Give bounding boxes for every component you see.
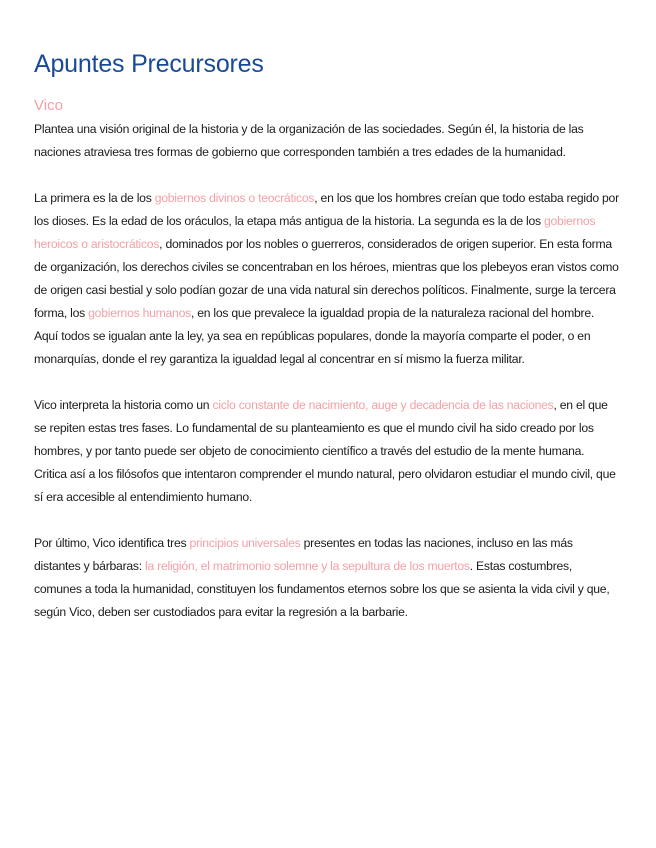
- highlight-human-governments: gobiernos humanos: [88, 306, 191, 320]
- highlight-heroic-governments: gobiernos heroicos o aristocráticos: [34, 214, 596, 251]
- paragraph-text: Plantea una visión original de la historia y de la organización de las sociedades. Según él, la historia de las naciones atraviesa tres formas de gobierno que corresponden también a tres edades de la humanidad.: [34, 122, 584, 159]
- paragraph-text: presentes en todas las naciones, incluso en las más distantes y bárbaras:: [34, 536, 573, 573]
- paragraph-text: , dominados por los nobles o guerreros, considerados de origen superior. En esta forma de organización, los derechos civiles se concentraban en los héroes, mientras que los plebeyos eran vistos como de origen casi bestial y solo podían gozar de una vida natural sin derechos políticos. Finalmente, surge la tercera forma, los: [34, 237, 619, 320]
- paragraph-text: La primera es la de los: [34, 191, 155, 205]
- paragraph-text: , en los que los hombres creían que todo estaba regido por los dioses. Es la edad de los oráculos, la etapa más antigua de la historia. La segunda es la de los: [34, 191, 619, 228]
- paragraph-text: , en los que prevalece la igualdad propia de la naturaleza racional del hombre. Aquí todos se igualan ante la ley, ya sea en repúblicas populares, donde la mayoría comparte el poder, o en monarquías, donde el rey garantiza la igualdad legal al concentrar en sí mismo la fuerza militar.: [34, 306, 594, 366]
- paragraph-history-cycle: [34, 394, 620, 509]
- paragraph-text: . Estas costumbres, comunes a toda la humanidad, constituyen los fundamentos eternos sobre los que se asienta la vida civil y que, según Vico, deben ser custodiados para evitar la regresión a la barbarie.: [34, 559, 610, 619]
- highlight-universal-principles: principios universales: [189, 536, 301, 550]
- paragraph-text: Por último, Vico identifica tres: [34, 536, 190, 550]
- page-title: Apuntes Precursores: [34, 50, 264, 78]
- highlight-cycle: ciclo constante de nacimiento, auge y decadencia de las naciones: [212, 398, 554, 412]
- highlight-religion-marriage-burial: la religión, el matrimonio solemne y la sepultura de los muertos: [145, 559, 470, 573]
- paragraph-text: , en el que se repiten estas tres fases. Lo fundamental de su planteamiento es que el mundo civil ha sido creado por los hombres, y por tanto puede ser objeto de conocimiento científico a través del estudio de la mente humana. Critica así a los filósofos que intentaron comprender el mundo natural, pero olvidaron estudiar el mundo civil, que sí era accesible al entendimiento humano.: [34, 398, 616, 504]
- paragraph-universal-principles: [34, 532, 620, 624]
- paragraph-intro: [34, 118, 620, 164]
- paragraph-forms-of-government: [34, 187, 620, 371]
- highlight-divine-governments: gobiernos divinos o teocráticos: [154, 191, 315, 205]
- paragraph-text: Vico interpreta la historia como un: [34, 398, 213, 412]
- section-title: Vico: [34, 97, 63, 114]
